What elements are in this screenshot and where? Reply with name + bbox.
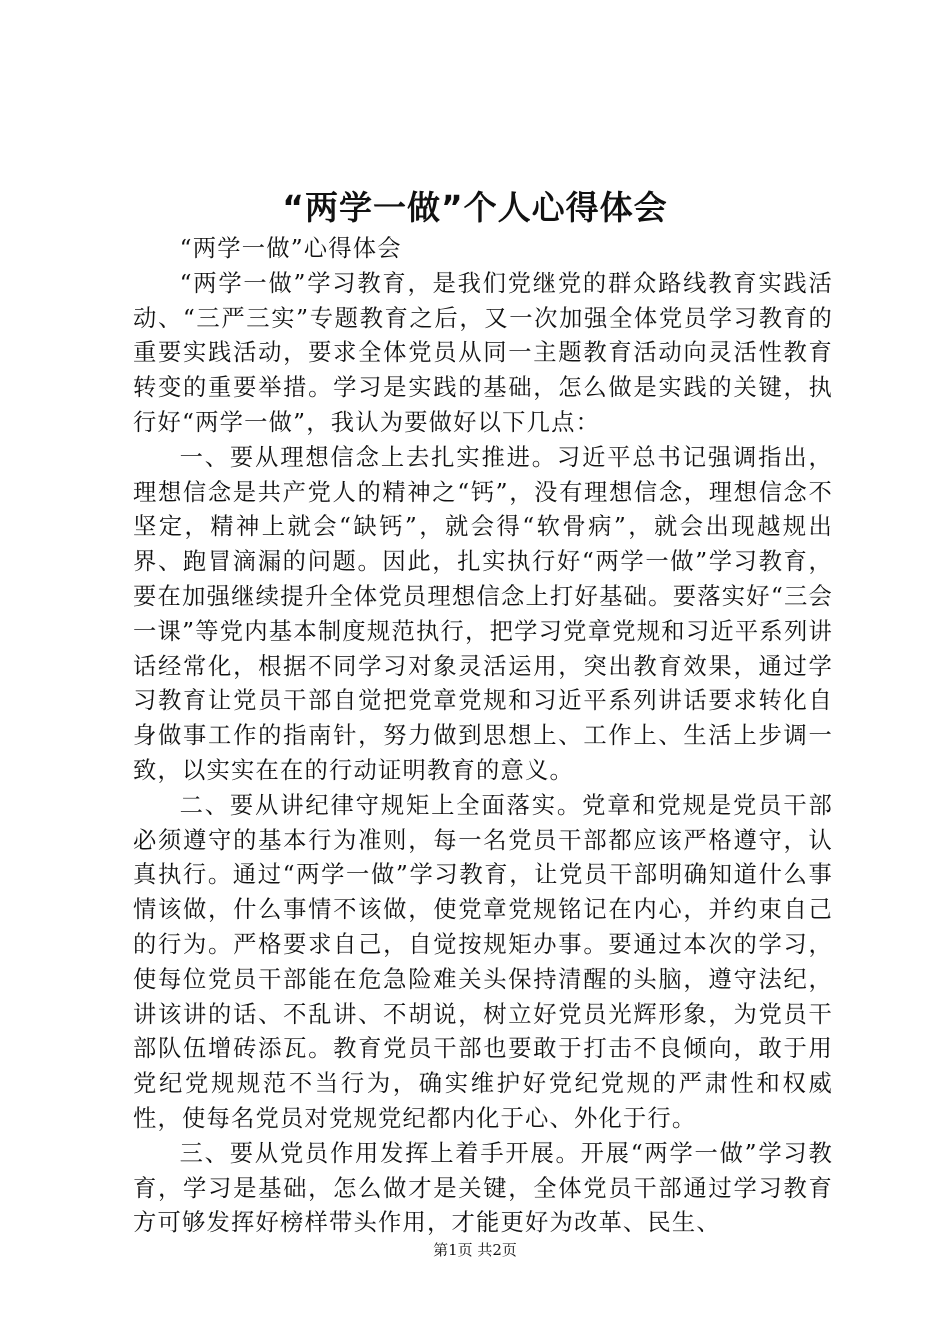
- section-three-paragraph: 三、要从党员作用发挥上着手开展。开展“两学一做”学习教育，学习是基础，怎么做才是关键，全体党员干部通过学习教育方可够发挥好榜样带头作用，才能更好为改革、民生、: [133, 1139, 833, 1237]
- section-two-paragraph: 二、要从讲纪律守规矩上全面落实。党章和党规是党员干部必须遵守的基本行为准则，每一名党员干部都应该严格遵守，认真执行。通过“两学一做”学习教育，让党员干部明确知道什么事情该做，什么事情不该做，使党章党规铭记在内心，并约束自己的行为。严格要求自己，自觉按规矩办事。要通过本次的学习，使每位党员干部能在危急险难关头保持清醒的头脑，遵守法纪，讲该讲的话、不乱讲、不胡说，树立好党员光辉形象，为党员干部队伍增砖添瓦。教育党员干部也要敢于打击不良倾向，敢于用党纪党规规范不当行为，确实维护好党纪党规的严肃性和权威性，使每名党员对党规党纪都内化于心、外化于行。: [133, 791, 833, 1132]
- subtitle-paragraph: “两学一做”心得体会: [179, 235, 402, 262]
- document-body: [133, 232, 833, 1241]
- page-footer: 第1页 共2页: [433, 1241, 517, 1259]
- document-title: “两学一做”个人心得体会: [282, 188, 668, 227]
- intro-paragraph: “两学一做”学习教育，是我们党继党的群众路线教育实践活动、“三严三实”专题教育之后，又一次加强全体党员学习教育的重要实践活动，要求全体党员从同一主题教育活动向灵活性教育转变的重要举措。学习是实践的基础，怎么做是实践的关键，执行好“两学一做”，我认为要做好以下几点：: [133, 269, 833, 436]
- section-one-paragraph: 一、要从理想信念上去扎实推进。习近平总书记强调指出，理想信念是共产党人的精神之“钙”，没有理想信念，理想信念不坚定，精神上就会“缺钙”，就会得“软骨病”，就会出现越规出界、跑冒滴漏的问题。因此，扎实执行好“两学一做”学习教育，要在加强继续提升全体党员理想信念上打好基础。要落实好“三会一课”等党内基本制度规范执行，把学习党章党规和习近平系列讲话经常化，根据不同学习对象灵活运用，突出教育效果，通过学习教育让党员干部自觉把党章党规和习近平系列讲话要求转化自身做事工作的指南针，努力做到思想上、工作上、生活上步调一致，以实实在在的行动证明教育的意义。: [133, 443, 833, 784]
